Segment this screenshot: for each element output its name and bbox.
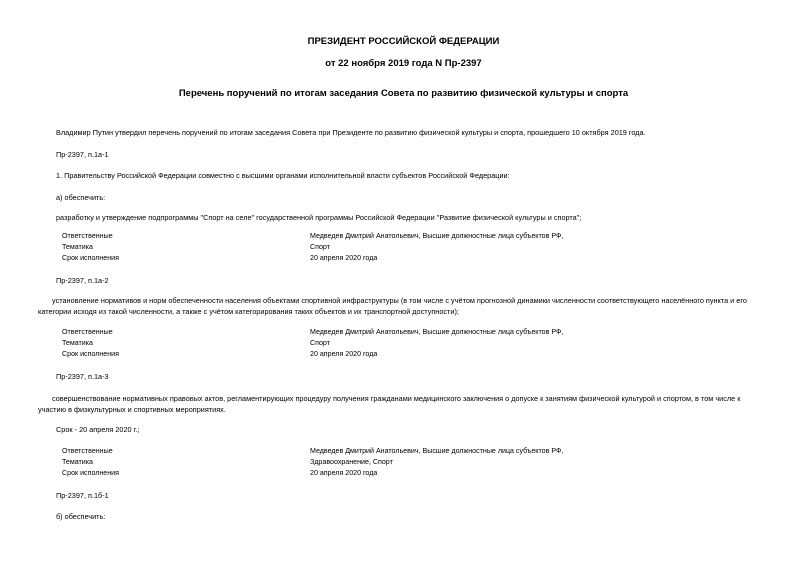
task-2-paragraph: установление нормативов и норм обеспеченности населения объектами спортивной инфраструктуры (в том числе с учётом прогнозной динамики численности соответствующего населённого пункта и его категории исходя из такой численности, а также с учётом категорирования таких объектов и их транспортной доступности); [38, 296, 747, 316]
meta-row-deadline [62, 253, 622, 264]
instruction-code-1: Пр-2397, п.1а-1 [56, 150, 109, 159]
meta-block-3 [62, 446, 622, 479]
meta-block-2 [62, 327, 622, 360]
meta-row-responsible [62, 231, 622, 242]
document-subject: Перечень поручений по итогам заседания Совета по развитию физической культуры и спорта [178, 88, 629, 99]
intro-paragraph: Владимир Путин утвердил перечень поручений по итогам заседания Совета при Президенте по развитию физической культуры и спорта, прошедшего 10 октября 2019 года. [56, 128, 646, 137]
meta-row-responsible [62, 446, 622, 457]
instruction-code-4: Пр-2397, п.1б-1 [56, 491, 109, 500]
meta-label: Ответственные [62, 328, 113, 336]
item-1-paragraph: 1. Правительству Российской Федерации совместно с высшими органами исполнительной власти субъектов Российской Федерации: [56, 171, 510, 180]
meta-label: Тематика [62, 243, 93, 251]
document-title: ПРЕЗИДЕНТ РОССИЙСКОЙ ФЕДЕРАЦИИ [307, 36, 500, 47]
meta-label: Ответственные [62, 232, 113, 240]
meta-label: Тематика [62, 339, 93, 347]
instruction-code-3: Пр-2397, п.1а-3 [56, 372, 109, 381]
meta-row-topic [62, 242, 622, 253]
sub-item-a: а) обеспечить: [56, 193, 106, 202]
meta-value: Медведев Дмитрий Анатольевич, Высшие должностные лица субъектов РФ, [310, 447, 564, 455]
task-1-paragraph: разработку и утверждение подпрограммы "Спорт на селе" государственной программы Российской Федерации "Развитие физической культуры и спорта"; [56, 213, 582, 222]
meta-row-deadline [62, 349, 622, 360]
meta-value: 20 апреля 2020 года [310, 469, 378, 477]
meta-value: Здравоохранение, Спорт [310, 458, 393, 466]
meta-row-deadline [62, 468, 622, 479]
sub-item-b: б) обеспечить: [56, 512, 106, 521]
meta-value: Медведев Дмитрий Анатольевич, Высшие должностные лица субъектов РФ, [310, 232, 564, 240]
meta-block-1 [62, 231, 622, 264]
meta-row-topic [62, 338, 622, 349]
meta-row-responsible [62, 327, 622, 338]
meta-label: Срок исполнения [62, 469, 119, 477]
meta-value: 20 апреля 2020 года [310, 350, 378, 358]
meta-label: Срок исполнения [62, 254, 119, 262]
task-3-paragraph: совершенствование нормативных правовых актов, регламентирующих процедуру получения гражданами медицинского заключения о допуске к занятиям физической культурой и спортом, в том числе к участию в физкультурных и спортивных мероприятиях. [38, 394, 741, 414]
meta-label: Ответственные [62, 447, 113, 455]
deadline-note: Срок - 20 апреля 2020 г.; [56, 425, 140, 434]
meta-value: Спорт [310, 339, 330, 347]
meta-row-topic [62, 457, 622, 468]
document-date-line: от 22 ноября 2019 года N Пр-2397 [325, 58, 482, 69]
meta-label: Тематика [62, 458, 93, 466]
meta-value: Спорт [310, 243, 330, 251]
meta-value: 20 апреля 2020 года [310, 254, 378, 262]
instruction-code-2: Пр-2397, п.1а-2 [56, 276, 109, 285]
meta-value: Медведев Дмитрий Анатольевич, Высшие должностные лица субъектов РФ, [310, 328, 564, 336]
meta-label: Срок исполнения [62, 350, 119, 358]
